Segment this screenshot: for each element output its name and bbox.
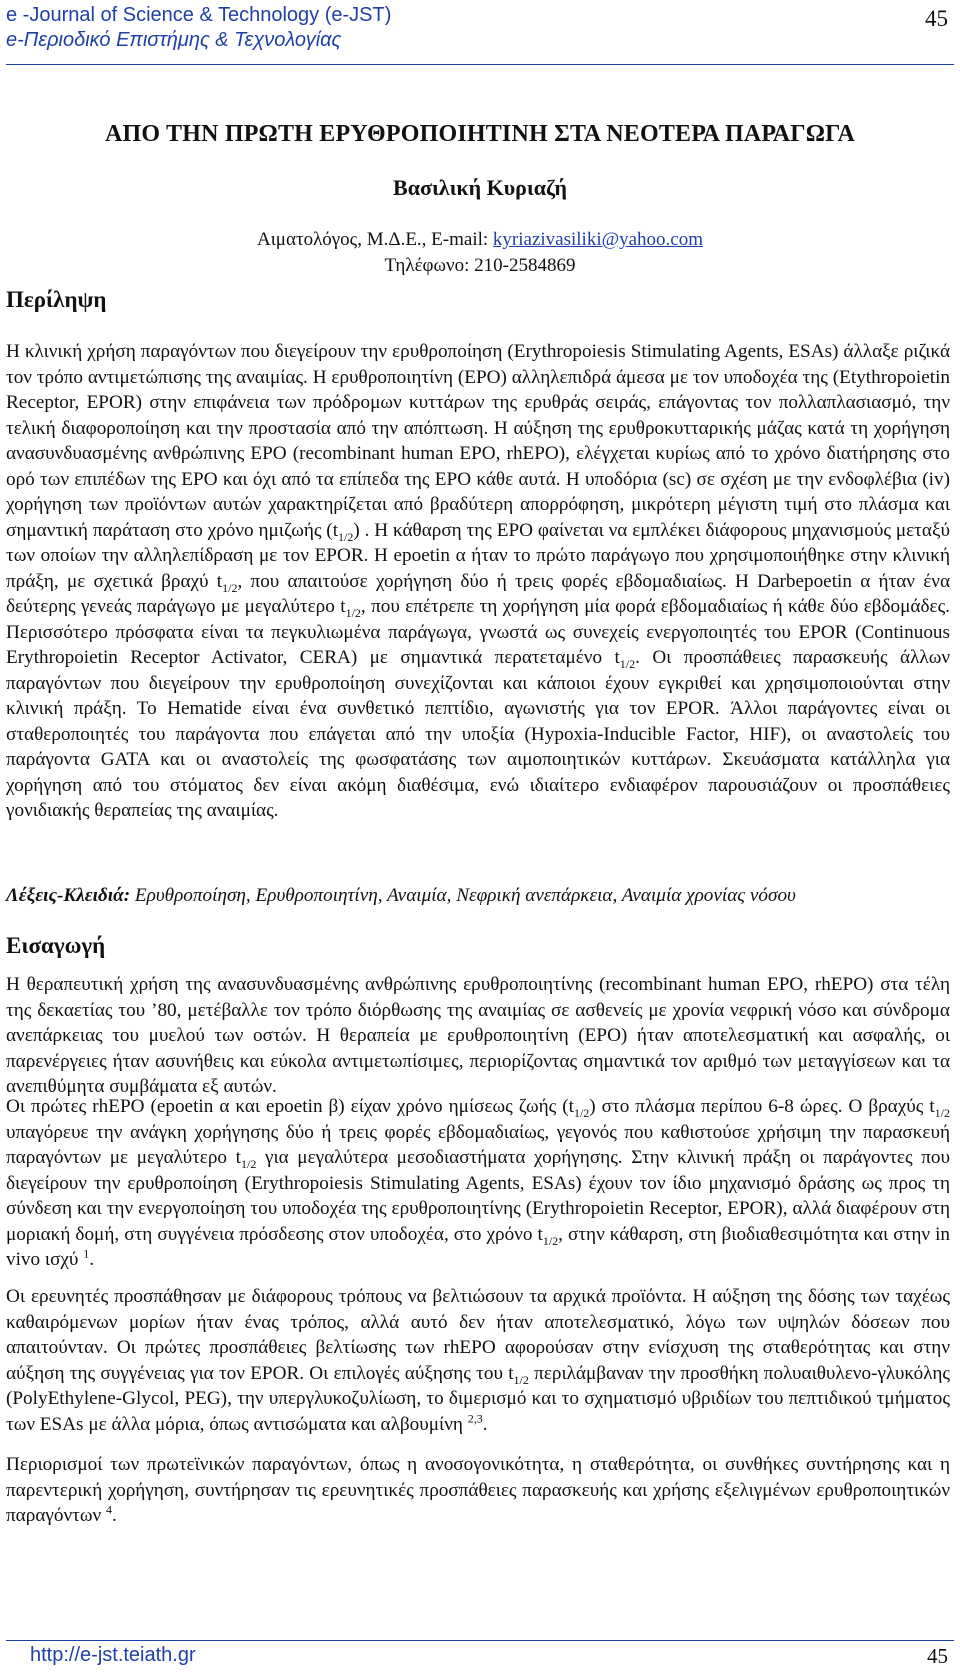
author-affiliation — [0, 227, 960, 279]
journal-name-english: e -Journal of Science & Technology (e-JST) — [6, 4, 392, 26]
keywords-label: Λέξεις-Κλειδιά: — [6, 885, 131, 906]
running-header — [6, 4, 954, 65]
abstract-heading: Περίληψη — [6, 287, 107, 312]
phone-line: Τηλέφωνο: 210-2584869 — [384, 255, 576, 276]
keywords-line — [6, 883, 950, 909]
keywords-text: Ερυθροποίηση, Ερυθροποιητίνη, Αναιμία, Νεφρική ανεπάρκεια, Αναιμία χρονίας νόσου — [130, 885, 796, 906]
reference-4: 4 — [105, 1502, 112, 1517]
footer-url-link[interactable]: http://e-jst.teiath.gr — [30, 1644, 196, 1666]
intro-paragraph-2: Οι πρώτες rhEPO (epoetin α και epoetin β) είχαν χρόνο ημίσεως ζωής $(t_{1/2})$ στο πλάσμα περίπου 6-8 ώρες. Ο βραχύς $t_{1/2}$ υπαγόρευε την ανάγκη χορήγησης δύο ή τρεις φορές εβδομαδιαίως, γεγονός που καθιστούσε χρήσιμη την παρασκευή παραγόντων με μεγαλύτερο $t_{1/2}$ για μεγαλύτερα μεσοδιαστήματα χορήγησης. Στην κλινική πράξη οι παράγοντες που διεγείρουν την ερυθροποίηση (Erythropoiesis Stimulating Agents, ESAs) έχουν τον ίδιο μηχανισμό δράσης ως προς τη σύνδεση και την ενεργοποίηση του υποδοχέα της ερυθροποιητίνης (Erythropoietin Receptor, EPOR), αλλά διαφέρουν στη μοριακή δομή, στη συγγένεια πρόσδεσης στον υποδοχέα, στο χρόνο $t_{1/2}$, στην κάθαρση, στη βιοδιαθεσιμότητα και στην in vivo ισχύ $^1$. — [6, 1096, 951, 1270]
reference-1: 1 — [83, 1246, 90, 1261]
introduction-heading: Εισαγωγή — [6, 933, 106, 958]
intro-paragraph-4: Περιορισμοί των πρωτεϊνικών παραγόντων, όπως η ανοσογονικότητα, η σταθερότητα, οι συνθήκες συντήρησης και η παρεντερική χορήγηση, συντήρησαν τις ερευνητικές προσπάθειες παρασκευής και χρήσης εξελιγμένων ερυθροποιητικών παραγόντων $^4$. — [6, 1454, 950, 1526]
abstract-paragraph: Η κλινική χρήση παραγόντων που διεγείρουν την ερυθροποίηση (Erythropoiesis Stimulating Agents, ESAs) άλλαξε ριζικά τον τρόπο αντιμετώπισης της αναιμίας. Η ερυθροποιητίνη (EPO) αλληλεπιδρά άμεσα με τον υποδοχέα της (Etythropoietin Receptor, EPOR) στην επιφάνεια των πρόδρομων κυττάρων της ερυθράς σειράς, επάγοντας τον πολλαπλασιασμό, την τελική διαφοροποίηση και την προστασία από την απόπτωση. Η αύξηση της ερυθροκυτταρικής μάζας κατά τη χορήγηση ανασυνδυασμένης ανθρώπινης EPO (recombinant human EPO, rhEPO), ελέγχεται κυρίως από το χρόνο διατήρησης στο ορό των επιπέδων της EPO και όχι από τα επίπεδα της EPO κάθε αυτά. Η υποδόρια (sc) σε σχέση με την ενδοφλέβια (iv) χορήγηση των προϊόντων αυτών χαρακτηρίζεται από βραδύτερη απορρόφηση, μικρότερη μέγιστη τιμή στο πλάσμα και σημαντική παράταση στο χρόνο ημιζωής $(t_{1/2})$ . Η κάθαρση της EPO φαίνεται να εμπλέκει διάφορους μηχανισμούς μεταξύ των οποίων την αλληλεπίδραση με τον EPOR. Η epoetin α ήταν το πρώτο παράγωγο που χρησιμοποιήθηκε στην κλινική πράξη, με σχετικά βραχύ $t_{1/2}$, που απαιτούσε χορήγηση δύο ή τρεις φορές εβδομαδιαίως. Η Darbepoetin α ήταν ένα δεύτερης γενεάς παράγωγο με μεγαλύτερο $t_{1/2}$, που επέτρεπε τη χορήγηση μία φορά εβδομαδιαίως ή κάθε δύο εβδομάδες. Περισσότερο πρόσφατα είναι τα πεγκυλιωμένα παράγωγα, γνωστά ως συνεχείς ενεργοποιητές του EPOR (Continuous Erythropoietin Receptor Activator, CERA) με σημαντικά περατεταμένο $t_{1/2}$. Οι προσπάθειες παρασκευής άλλων παραγόντων που διεγείρουν την ερυθροποίηση συνεχίζονται και κάποιοι έχουν εγκριθεί και χρησιμοποιούνται στην κλινική πράξη. Το Hematide είναι ένα συνθετικό πεπτίδιο, αγωνιστής για τον EPOR. Άλλοι παράγοντες είναι οι σταθεροποιητές του παράγοντα που επάγεται από την υποξία (Hypoxia-Inducible Factor, HIF), οι αναστολείς του παράγοντα GATA και οι αναστολείς της φωσφατάσης των αιμοποιητικών κυττάρων. Σκευάσματα κατάλληλα για χορήγηση από του στόματος δεν είναι ακόμη διαθέσιμα, ενώ ιδιαίτερο ενδιαφέρον παρουσιάζουν οι προσπάθειες γονιδιακής θεραπείας της αναιμίας. — [6, 341, 951, 821]
intro-paragraph-1: Η θεραπευτική χρήση της ανασυνδυασμένης ανθρώπινης ερυθροποιητίνης (recombinant human EPO, rhEPO) στα τέλη της δεκαετίας του ’80, μετέβαλλε τον τρόπο διόρθωσης της αναιμίας σε ασθενείς με χρονία νεφρική νόσο και σύνδρομα ανεπάρκειας του μυελού των οστών. Η θεραπεία με ερυθροποιητίνη (EPO) ήταν αποτελεσματική και ασφαλής, οι παρενέργειες ήταν ασυνήθεις και εύκολα αντιμετωπίσιμες, περιορίζοντας σημαντικά τον αριθμό των μεταγγίσεων και τα ανεπιθύμητα συμβάματα εξ αυτών. — [6, 974, 950, 1097]
footer-page-number: 45 — [927, 1644, 948, 1668]
journal-name-greek: e-Περιοδικό Επιστήμης & Τεχνολογίας — [6, 29, 342, 51]
footer-divider — [6, 1640, 954, 1641]
email-link[interactable]: kyriazivasiliki@yahoo.com — [492, 229, 704, 250]
intro-paragraph-3: Οι ερευνητές προσπάθησαν με διάφορους τρόπους να βελτιώσουν τα αρχικά προϊόντα. Η αύξηση της δόσης των ταχέως καθαιρόμενων μορίων ήταν ένας τρόπος, αλλά αυτό δεν ήταν αποτελεσματικό, λόγω των υψηλών δόσεων που απαιτούνταν. Οι πρώτες προσπάθειες βελτίωσης των rhEPO αφορούσαν στην ενίσχυση της σταθερότητας και στην αύξηση της συγγένειας για τον EPOR. Οι επιλογές αύξησης του $t_{1/2}$ περιλάμβαναν την προσθήκη πολυαιθυλενο-γλυκόλης (PolyEthylene-Glycol, PEG), την υπεργλυκοζυλίωση, το διμερισμό και το σχηματισμό υβριδίων του πεπτιδικού τμήματος των ESAs με άλλα μόρια, όπως αντισώματα και αλβουμίνη $^{2,3}$. — [6, 1286, 950, 1435]
affiliation-text: Αιματολόγος, Μ.Δ.Ε., E-mail: — [256, 229, 493, 250]
affiliation-line — [0, 227, 960, 253]
reference-2-3: 2,3 — [467, 1411, 483, 1426]
header-page-number: 45 — [925, 6, 948, 31]
article-title: ΑΠΟ ΤΗΝ ΠΡΩΤΗ ΕΡΥΘΡΟΠΟΙΗΤΙΝΗ ΣΤΑ ΝΕΟΤΕΡΑ ΠΑΡΑΓΩΓΑ — [104, 121, 855, 147]
author-name: Βασιλική Κυριαζή — [393, 175, 567, 200]
